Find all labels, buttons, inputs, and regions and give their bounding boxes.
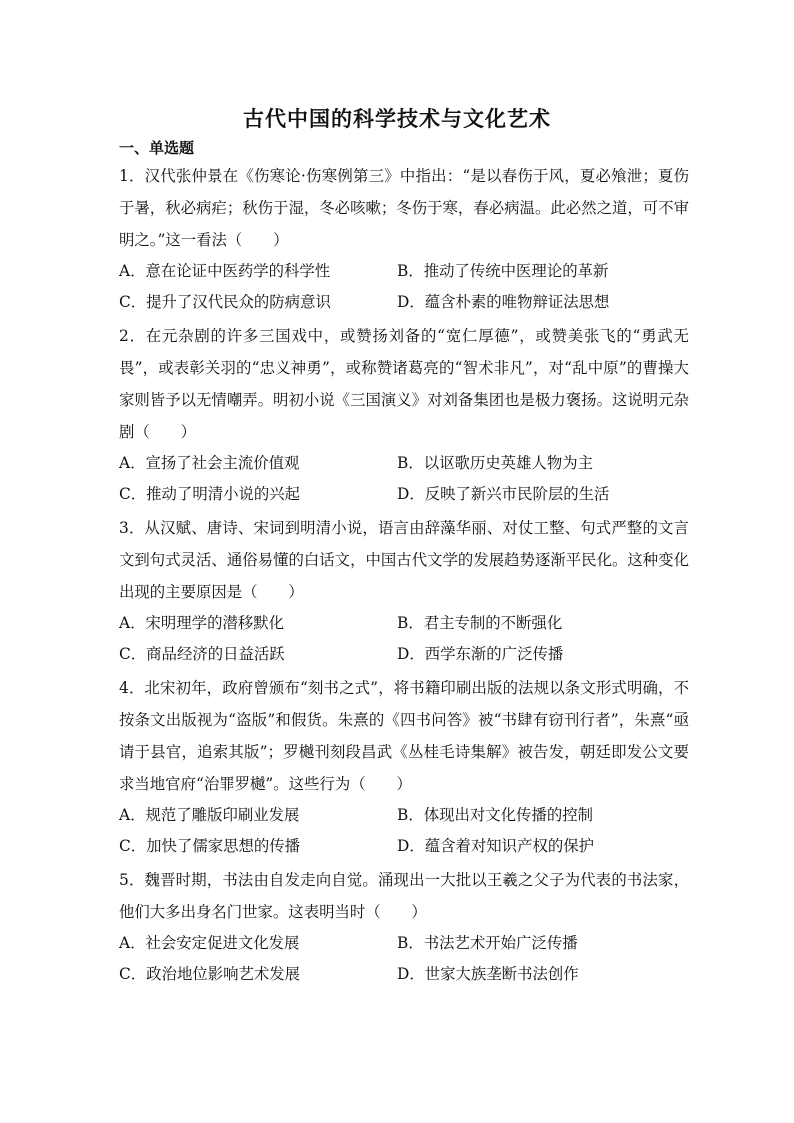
option-b[interactable]: B．体现出对文化传播的控制 [397, 806, 593, 824]
option-a[interactable]: A．社会安定促进文化发展 [119, 934, 300, 952]
question-stem: 5．魏晋时期，书法由自发走向自觉。涌现出一大批以王羲之父子为代表的书法家，他们大多出身名门世家。这表明当时（ ） [119, 871, 689, 921]
option-d[interactable]: D．蕴含着对知识产权的保护 [397, 837, 595, 855]
option-list [119, 800, 689, 862]
question-item [119, 320, 689, 510]
option-a[interactable]: A．规范了雕版印刷业发展 [119, 806, 300, 824]
option-b[interactable]: B．推动了传统中医理论的革新 [397, 262, 609, 280]
option-c[interactable]: C．推动了明清小说的兴起 [119, 485, 301, 503]
option-list [119, 256, 689, 318]
question-stem: 4．北宋初年，政府曾颁布“刻书之式”，将书籍印刷出版的法规以条文形式明确，不按条文出版视为“盗版”和假货。朱熹的《四书问答》被“书肆有窃刊行者”，朱熹“亟请于县官，追索其版”；罗樾刊刻段昌武《丛桂毛诗集解》被告发，朝廷即发公文要求当地官府“治罪罗樾”。这些行为（ ） [119, 679, 689, 793]
option-a[interactable]: A．宋明理学的潜移默化 [119, 614, 285, 632]
question-item [119, 160, 689, 318]
option-d[interactable]: D．西学东渐的广泛传播 [397, 645, 564, 663]
question-list [119, 160, 689, 992]
question-item [119, 672, 689, 862]
page-title: 古代中国的科学技术与文化艺术 [243, 106, 551, 131]
option-d[interactable]: D．反映了新兴市民阶层的生活 [397, 485, 610, 503]
option-a[interactable]: A．宣扬了社会主流价值观 [119, 454, 300, 472]
option-d[interactable]: D．蕴含朴素的唯物辩证法思想 [397, 293, 610, 311]
option-c[interactable]: C．加快了儒家思想的传播 [119, 837, 301, 855]
question-stem: 1．汉代张仲景在《伤寒论·伤寒例第三》中指出：“是以春伤于风，夏必飧泄；夏伤于暑，秋必病疟；秋伤于湿，冬必咳嗽；冬伤于寒，春必病温。此必然之道，可不审明之。”这一看法（ ） [119, 167, 689, 249]
option-b[interactable]: B．书法艺术开始广泛传播 [397, 934, 578, 952]
option-list [119, 448, 689, 510]
question-item [119, 864, 689, 990]
section-heading: 一、单选题 [119, 139, 195, 157]
question-stem: 3．从汉赋、唐诗、宋词到明清小说，语言由辞藻华丽、对仗工整、句式严整的文言文到句式灵活、通俗易懂的白话文，中国古代文学的发展趋势逐渐平民化。这种变化出现的主要原因是（ ） [119, 519, 689, 601]
option-c[interactable]: C．商品经济的日益活跃 [119, 645, 285, 663]
question-item [119, 512, 689, 670]
option-c[interactable]: C．提升了汉代民众的防病意识 [119, 293, 331, 311]
option-a[interactable]: A．意在论证中医药学的科学性 [119, 262, 331, 280]
option-list [119, 928, 689, 990]
option-c[interactable]: C．政治地位影响艺术发展 [119, 965, 301, 983]
option-b[interactable]: B．以讴歌历史英雄人物为主 [397, 454, 593, 472]
option-d[interactable]: D．世家大族垄断书法创作 [397, 965, 579, 983]
option-list [119, 608, 689, 670]
question-stem: 2．在元杂剧的许多三国戏中，或赞扬刘备的“宽仁厚德”，或赞美张飞的“勇武无畏”，或表彰关羽的“忠义神勇”，或称赞诸葛亮的“智术非凡”，对“乱中原”的曹操大家则皆予以无情嘲弄。明初小说《三国演义》对刘备集团也是极力褒扬。这说明元杂剧（ ） [119, 327, 689, 441]
option-b[interactable]: B．君主专制的不断强化 [397, 614, 563, 632]
